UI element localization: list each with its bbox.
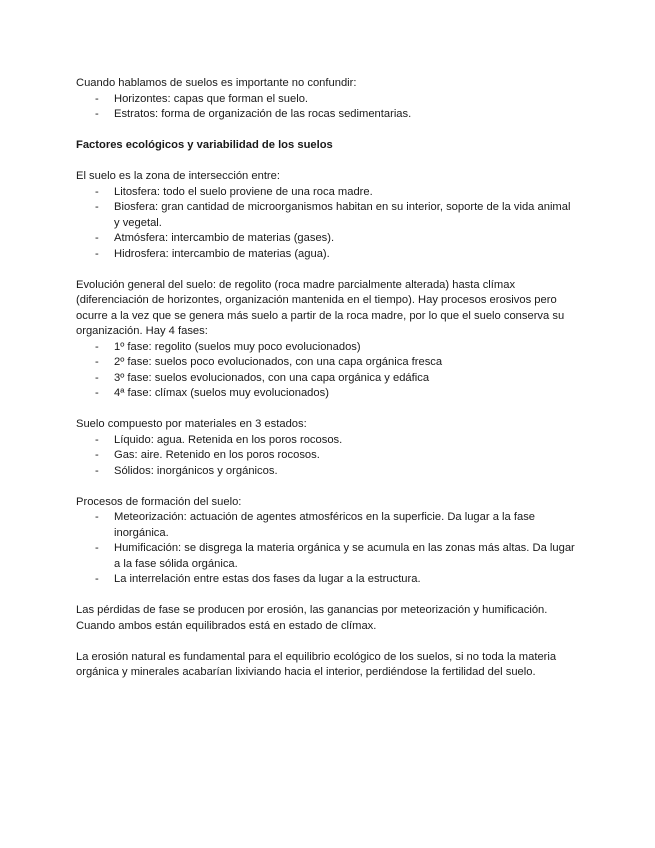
formation-list xyxy=(76,510,576,588)
list-item: - Sólidos: inorgánicos y orgánicos. xyxy=(76,464,576,480)
section-heading: Factores ecológicos y variabilidad de los suelos xyxy=(76,139,333,151)
intersection-paragraph: El suelo es la zona de intersección entre: xyxy=(76,170,280,182)
states-paragraph: Suelo compuesto por materiales en 3 estados: xyxy=(76,418,307,430)
list-item: - Meteorización: actuación de agentes atmosféricos en la superficie. Da lugar a la fase inorgánica. xyxy=(95,511,536,539)
dash-bullet: - xyxy=(95,433,99,446)
list-item: - Horizontes: capas que forman el suelo. xyxy=(76,92,576,108)
dash-bullet: - xyxy=(95,340,99,353)
document-body xyxy=(76,76,576,681)
list-item: - Atmósfera: intercambio de materias (gases). xyxy=(76,231,576,247)
list-item: - 3º fase: suelos evolucionados, con una capa orgánica y edáfica xyxy=(76,371,576,387)
dash-bullet: - xyxy=(95,247,99,260)
dash-bullet: - xyxy=(95,108,99,120)
list-item: - Gas: aire. Retenido en los poros rocosos. xyxy=(76,448,576,464)
dash-bullet: - xyxy=(95,449,99,461)
dash-bullet: - xyxy=(95,232,99,244)
intro-paragraph: Cuando hablamos de suelos es importante no confundir: xyxy=(76,77,357,89)
list-item: - La interrelación entre estas dos fases da lugar a la estructura. xyxy=(76,572,576,588)
list-item: - Estratos: forma de organización de las rocas sedimentarias. xyxy=(76,107,576,123)
list-item: - Líquido: agua. Retenida en los poros rocosos. xyxy=(76,433,576,449)
intersection-list xyxy=(76,185,576,263)
dash-bullet: - xyxy=(95,201,99,213)
list-item: - Hidrosfera: intercambio de materias (agua). xyxy=(76,247,576,263)
intro-list xyxy=(76,92,576,123)
list-item: - Biosfera: gran cantidad de microorganismos habitan en su interior, soporte de la vida animal y vegetal. xyxy=(95,201,571,229)
dash-bullet: - xyxy=(95,511,99,523)
dash-bullet: - xyxy=(95,542,99,554)
dash-bullet: - xyxy=(95,356,99,368)
dash-bullet: - xyxy=(95,371,99,384)
dash-bullet: - xyxy=(95,185,99,198)
list-item: - Litosfera: todo el suelo proviene de una roca madre. xyxy=(76,185,576,201)
states-list xyxy=(76,433,576,480)
phases-balance-paragraph: Las pérdidas de fase se producen por erosión, las ganancias por meteorización y humificación. Cuando ambos están equilibrados está en estado de clímax. xyxy=(76,604,548,632)
list-item: - 1º fase: regolito (suelos muy poco evolucionados) xyxy=(76,340,576,356)
phases-list xyxy=(76,340,576,402)
list-item: - 2º fase: suelos poco evolucionados, con una capa orgánica fresca xyxy=(76,355,576,371)
dash-bullet: - xyxy=(95,92,99,105)
dash-bullet: - xyxy=(95,573,99,585)
list-item: - 4ª fase: clímax (suelos muy evolucionados) xyxy=(76,386,576,402)
formation-paragraph: Procesos de formación del suelo: xyxy=(76,495,242,508)
dash-bullet: - xyxy=(95,387,99,399)
list-item: - Humificación: se disgrega la materia orgánica y se acumula en las zonas más altas. Da lugar a la fase sólida orgánica. xyxy=(95,542,575,570)
erosion-paragraph: La erosión natural es fundamental para el equilibrio ecológico de los suelos, si no toda la materia orgánica y minerales acabarían lixiviando hacia el interior, perdiéndose la fertilidad del suelo. xyxy=(76,650,557,678)
evolution-paragraph: Evolución general del suelo: de regolito (roca madre parcialmente alterada) hasta clímax (diferenciación de horizontes, organización mantenida en el tiempo). Hay procesos erosivos pero ocurre a la vez que se genera más suelo a partir de la roca madre, por lo que el suelo conserva su organización. Hay 4 fases: xyxy=(76,278,565,337)
dash-bullet: - xyxy=(95,464,99,477)
